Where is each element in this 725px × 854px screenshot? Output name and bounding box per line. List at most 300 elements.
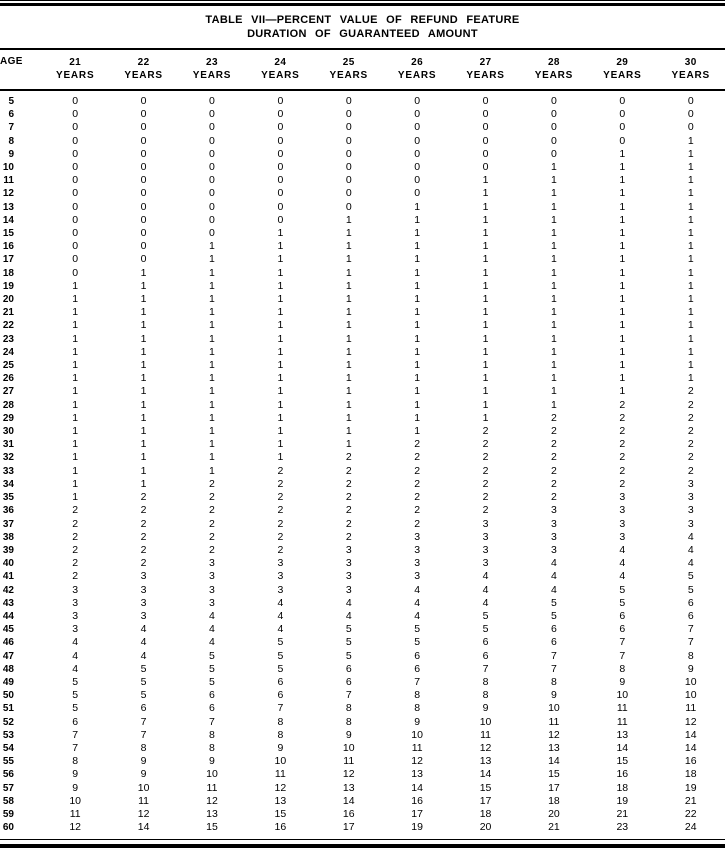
age-column-header: AGE [0, 56, 23, 67]
value-cell: 11 [411, 741, 423, 754]
value-cell: 1 [551, 372, 557, 385]
table-row [0, 161, 725, 174]
table-row [0, 90, 725, 108]
value-cell: 6 [414, 662, 421, 675]
value-cell: 1 [619, 147, 626, 160]
value-cell: 0 [687, 108, 694, 121]
value-cell: 5 [72, 702, 79, 715]
value-cell: 2 [140, 517, 147, 530]
value-cell: 4 [277, 596, 284, 609]
value-cell: 2 [277, 491, 284, 504]
value-cell: 2 [482, 491, 489, 504]
table-row [0, 438, 725, 451]
table-row [0, 663, 725, 676]
value-cell: 1 [72, 306, 79, 319]
value-cell: 2 [687, 398, 694, 411]
value-cell: 21 [548, 821, 560, 834]
value-cell: 14 [137, 821, 150, 834]
value-cell: 1 [619, 372, 626, 385]
value-cell: 1 [619, 187, 626, 200]
value-cell: 1 [277, 451, 284, 464]
value-cell: 24 [684, 821, 697, 834]
value-cell: 4 [619, 557, 626, 570]
value-cell: 0 [72, 240, 79, 253]
value-cell: 10 [411, 728, 423, 741]
value-cell: 3 [482, 530, 489, 543]
value-cell: 2 [209, 517, 215, 530]
value-cell: 4 [619, 543, 626, 556]
value-cell: 6 [72, 715, 79, 728]
value-cell: 7 [482, 662, 489, 675]
value-cell: 3 [619, 517, 626, 530]
table-row [0, 584, 725, 597]
value-cell: 0 [687, 95, 694, 107]
value-cell: 3 [209, 583, 215, 596]
value-cell: 4 [209, 636, 215, 649]
value-cell: 7 [140, 728, 147, 741]
value-cell: 0 [277, 95, 284, 107]
value-cell: 11 [548, 715, 560, 728]
table-row [0, 227, 725, 240]
value-cell: 0 [72, 134, 79, 147]
value-cell: 0 [482, 95, 489, 107]
value-cell: 0 [551, 121, 557, 134]
table-row [0, 821, 725, 834]
value-cell: 0 [209, 200, 215, 213]
value-cell: 11 [616, 715, 628, 728]
value-cell: 1 [277, 372, 284, 385]
value-cell: 0 [414, 187, 421, 200]
age-cell: 58 [2, 795, 14, 807]
value-cell: 2 [687, 385, 694, 398]
value-cell: 12 [548, 728, 560, 741]
value-cell: 1 [687, 227, 694, 240]
value-cell: 1 [140, 451, 147, 464]
value-cell: 1 [619, 345, 626, 358]
value-cell: 1 [345, 266, 352, 279]
value-cell: 2 [482, 504, 489, 517]
table-title-line2: DURATION OF GUARANTEED AMOUNT [247, 28, 478, 40]
table-row [0, 518, 725, 531]
value-cell: 10 [274, 755, 287, 768]
age-cell: 40 [2, 558, 14, 570]
value-cell: 7 [619, 649, 626, 662]
value-cell: 1 [345, 438, 352, 451]
value-cell: 15 [548, 768, 560, 781]
value-cell: 10 [137, 781, 150, 794]
value-cell: 3 [140, 596, 147, 609]
value-cell: 2 [277, 477, 284, 490]
age-cell: 43 [2, 597, 14, 609]
table-row [0, 782, 725, 795]
value-cell: 2 [482, 477, 489, 490]
value-cell: 1 [619, 293, 626, 306]
value-cell: 0 [619, 121, 626, 134]
value-cell: 1 [687, 213, 694, 226]
value-cell: 0 [72, 108, 79, 121]
value-cell: 1 [72, 491, 79, 504]
age-cell: 57 [2, 782, 14, 794]
value-cell: 7 [72, 741, 79, 754]
value-cell: 4 [209, 609, 215, 622]
value-cell: 2 [72, 543, 79, 556]
value-cell: 1 [551, 161, 557, 174]
value-cell: 1 [140, 332, 147, 345]
value-cell: 1 [619, 240, 626, 253]
value-cell: 0 [140, 200, 147, 213]
value-cell: 3 [345, 583, 352, 596]
table-row [0, 135, 725, 148]
value-cell: 5 [209, 675, 215, 688]
age-cell: 14 [2, 214, 14, 226]
value-cell: 0 [209, 227, 215, 240]
table-row [0, 412, 725, 425]
value-cell: 0 [209, 121, 215, 134]
value-cell: 2 [72, 530, 79, 543]
value-cell: 2 [619, 464, 626, 477]
value-cell: 0 [277, 161, 284, 174]
value-cell: 5 [619, 596, 626, 609]
value-cell: 5 [72, 689, 79, 702]
value-cell: 2 [551, 477, 557, 490]
table-row [0, 729, 725, 742]
value-cell: 15 [616, 755, 629, 768]
value-cell: 7 [209, 715, 215, 728]
value-cell: 5 [414, 623, 421, 636]
value-cell: 18 [479, 807, 492, 820]
table-row [0, 174, 725, 187]
value-cell: 0 [687, 121, 694, 134]
value-cell: 3 [551, 543, 557, 556]
value-cell: 4 [72, 662, 79, 675]
value-cell: 1 [345, 306, 352, 319]
value-cell: 1 [619, 200, 626, 213]
value-cell: 1 [551, 385, 557, 398]
value-cell: 1 [619, 319, 626, 332]
value-cell: 2 [277, 504, 284, 517]
value-cell: 1 [482, 266, 489, 279]
year-column-header [657, 49, 725, 90]
value-cell: 1 [619, 332, 626, 345]
value-cell: 6 [209, 689, 215, 702]
value-cell: 6 [482, 649, 489, 662]
value-cell: 1 [140, 319, 147, 332]
value-cell: 1 [72, 438, 79, 451]
age-cell: 44 [2, 610, 14, 622]
value-cell: 15 [206, 821, 218, 834]
age-cell: 51 [2, 703, 14, 715]
value-cell: 1 [345, 425, 352, 438]
value-cell: 1 [482, 385, 489, 398]
value-cell: 2 [551, 411, 557, 424]
value-cell: 0 [72, 266, 79, 279]
value-cell: 1 [72, 359, 79, 372]
value-cell: 0 [414, 134, 421, 147]
year-column-header [383, 49, 451, 90]
value-cell: 0 [482, 108, 489, 121]
value-cell: 1 [72, 451, 79, 464]
value-cell: 5 [345, 636, 352, 649]
age-cell: 33 [2, 465, 14, 477]
value-cell: 5 [277, 649, 284, 662]
year-number: 30 [684, 57, 697, 68]
value-cell: 1 [140, 345, 147, 358]
table-title [0, 6, 725, 48]
value-cell: 8 [72, 755, 79, 768]
year-column-header [520, 49, 588, 90]
year-number: 25 [342, 57, 355, 68]
value-cell: 0 [72, 213, 79, 226]
year-column-header [109, 49, 177, 90]
value-cell: 2 [414, 464, 421, 477]
table-row [0, 544, 725, 557]
value-cell: 3 [687, 517, 694, 530]
value-cell: 9 [72, 768, 79, 781]
value-cell: 1 [482, 227, 489, 240]
value-cell: 3 [345, 570, 352, 583]
value-cell: 2 [687, 438, 694, 451]
value-cell: 0 [345, 95, 352, 107]
value-cell: 0 [551, 95, 557, 107]
value-cell: 1 [209, 464, 215, 477]
value-cell: 7 [619, 636, 626, 649]
table-row [0, 491, 725, 504]
value-cell: 3 [414, 530, 421, 543]
value-cell: 2 [140, 530, 147, 543]
value-cell: 0 [140, 121, 147, 134]
table-row [0, 478, 725, 491]
value-cell: 2 [482, 425, 489, 438]
value-cell: 6 [619, 623, 626, 636]
value-cell: 1 [619, 227, 626, 240]
value-cell: 5 [551, 609, 557, 622]
value-cell: 0 [140, 213, 147, 226]
value-cell: 10 [479, 715, 492, 728]
value-cell: 8 [277, 715, 284, 728]
value-cell: 21 [616, 807, 629, 820]
value-cell: 3 [414, 570, 421, 583]
value-cell: 1 [619, 306, 626, 319]
value-cell: 2 [687, 411, 694, 424]
table-row [0, 650, 725, 663]
value-cell: 2 [414, 504, 421, 517]
value-cell: 1 [687, 187, 694, 200]
value-cell: 1 [209, 398, 215, 411]
value-cell: 9 [414, 715, 421, 728]
value-cell: 3 [140, 570, 147, 583]
value-cell: 2 [687, 425, 694, 438]
age-cell: 22 [2, 320, 14, 332]
value-cell: 7 [414, 675, 421, 688]
value-cell: 1 [72, 477, 79, 490]
value-cell: 2 [619, 425, 626, 438]
value-cell: 11 [69, 807, 81, 820]
age-cell: 19 [2, 280, 14, 292]
value-cell: 1 [72, 345, 79, 358]
value-cell: 1 [414, 359, 421, 372]
value-cell: 1 [140, 398, 147, 411]
value-cell: 0 [72, 187, 79, 200]
age-cell: 35 [2, 492, 14, 504]
value-cell: 2 [551, 451, 557, 464]
table-row [0, 570, 725, 583]
age-cell: 48 [2, 663, 14, 675]
value-cell: 12 [479, 741, 492, 754]
value-cell: 11 [138, 794, 150, 807]
value-cell: 1 [687, 147, 694, 160]
age-cell: 7 [8, 122, 14, 134]
value-cell: 1 [72, 332, 79, 345]
age-cell: 6 [8, 109, 14, 121]
value-cell: 2 [345, 477, 352, 490]
value-cell: 14 [479, 768, 492, 781]
value-cell: 2 [140, 557, 147, 570]
table-row [0, 531, 725, 544]
value-cell: 17 [411, 807, 423, 820]
value-cell: 3 [414, 557, 421, 570]
value-cell: 0 [482, 121, 489, 134]
value-cell: 1 [277, 332, 284, 345]
age-cell: 17 [2, 254, 14, 266]
value-cell: 4 [482, 583, 489, 596]
year-number: 26 [411, 57, 424, 68]
table-row [0, 808, 725, 821]
value-cell: 1 [277, 266, 284, 279]
value-cell: 5 [72, 675, 79, 688]
table-row [0, 372, 725, 385]
value-cell: 8 [482, 689, 489, 702]
value-cell: 0 [277, 174, 284, 187]
value-cell: 2 [619, 411, 626, 424]
value-cell: 1 [345, 372, 352, 385]
age-cell: 32 [2, 452, 14, 464]
value-cell: 1 [277, 345, 284, 358]
value-cell: 0 [345, 134, 352, 147]
value-cell: 4 [482, 570, 489, 583]
age-cell: 5 [8, 96, 14, 107]
value-cell: 1 [482, 372, 489, 385]
value-cell: 0 [209, 161, 215, 174]
value-cell: 5 [482, 623, 489, 636]
value-cell: 1 [277, 398, 284, 411]
value-cell: 10 [684, 675, 697, 688]
age-cell: 13 [2, 201, 14, 213]
table-row [0, 240, 725, 253]
years-label: YEARS [124, 70, 163, 81]
value-cell: 16 [616, 768, 629, 781]
value-cell: 1 [551, 227, 557, 240]
value-cell: 6 [551, 623, 557, 636]
value-cell: 11 [274, 768, 286, 781]
value-cell: 4 [140, 623, 147, 636]
value-cell: 6 [277, 689, 284, 702]
value-cell: 6 [345, 675, 352, 688]
year-number: 24 [274, 57, 287, 68]
age-cell: 18 [2, 267, 14, 279]
value-cell: 0 [72, 161, 79, 174]
value-cell: 19 [616, 794, 629, 807]
value-cell: 3 [345, 543, 352, 556]
value-cell: 0 [345, 121, 352, 134]
value-cell: 2 [140, 491, 147, 504]
value-cell: 3 [414, 543, 421, 556]
value-cell: 3 [140, 609, 147, 622]
value-cell: 12 [206, 794, 218, 807]
value-cell: 3 [277, 570, 284, 583]
value-cell: 4 [551, 583, 557, 596]
value-cell: 2 [72, 504, 79, 517]
age-cell: 15 [2, 228, 14, 240]
value-cell: 1 [140, 372, 147, 385]
value-cell: 1 [277, 385, 284, 398]
value-cell: 12 [411, 755, 423, 768]
value-cell: 2 [414, 451, 421, 464]
value-cell: 1 [140, 425, 147, 438]
value-cell: 0 [209, 187, 215, 200]
value-cell: 2 [72, 557, 79, 570]
value-cell: 4 [619, 570, 626, 583]
value-cell: 1 [72, 464, 79, 477]
value-cell: 0 [345, 147, 352, 160]
value-cell: 1 [482, 345, 489, 358]
table-row [0, 504, 725, 517]
value-cell: 6 [687, 609, 694, 622]
value-cell: 1 [414, 319, 421, 332]
value-cell: 0 [277, 121, 284, 134]
value-cell: 3 [482, 557, 489, 570]
table-row [0, 636, 725, 649]
value-cell: 0 [72, 253, 79, 266]
years-label: YEARS [466, 70, 505, 81]
value-cell: 1 [687, 134, 694, 147]
table-row [0, 742, 725, 755]
value-cell: 10 [548, 702, 560, 715]
age-cell: 37 [2, 518, 14, 530]
value-cell: 2 [482, 438, 489, 451]
value-cell: 0 [482, 134, 489, 147]
age-cell: 39 [2, 544, 14, 556]
value-cell: 0 [140, 227, 147, 240]
value-cell: 1 [277, 293, 284, 306]
value-cell: 1 [140, 279, 147, 292]
value-cell: 1 [345, 332, 352, 345]
value-cell: 2 [209, 543, 215, 556]
age-cell: 59 [2, 808, 14, 820]
value-cell: 2 [687, 464, 694, 477]
value-cell: 1 [551, 332, 557, 345]
value-cell: 1 [209, 306, 215, 319]
table-row [0, 280, 725, 293]
value-cell: 8 [619, 662, 626, 675]
age-cell: 16 [2, 241, 14, 253]
value-cell: 5 [140, 675, 147, 688]
value-cell: 7 [140, 715, 147, 728]
age-cell: 52 [2, 716, 14, 728]
bottom-border-rules [0, 839, 725, 848]
value-cell: 9 [209, 755, 215, 768]
age-cell: 8 [8, 135, 14, 147]
value-cell: 2 [140, 504, 147, 517]
age-cell: 24 [2, 346, 14, 358]
table-row [0, 755, 725, 768]
age-cell: 55 [2, 756, 14, 768]
value-cell: 17 [342, 821, 355, 834]
value-cell: 1 [482, 253, 489, 266]
age-cell: 41 [2, 571, 14, 583]
value-cell: 1 [551, 240, 557, 253]
value-cell: 0 [277, 200, 284, 213]
value-cell: 0 [72, 200, 79, 213]
